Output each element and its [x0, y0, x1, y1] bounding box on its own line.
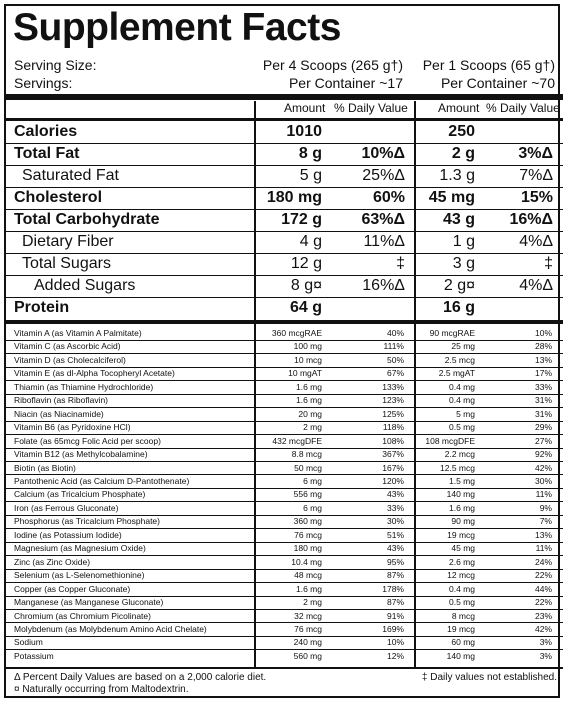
- daily-value: 13%: [534, 354, 552, 365]
- daily-value: 125%: [382, 408, 404, 419]
- micronutrient-name: Chromium (as Chromium Picolinate): [14, 610, 151, 621]
- daily-value: 11%: [535, 489, 552, 500]
- daily-value: 120%: [382, 475, 404, 486]
- daily-value: 31%: [534, 408, 552, 419]
- daily-value: 27%: [534, 435, 552, 446]
- micronutrient-name: Manganese (as Manganese Gluconate): [14, 597, 164, 607]
- micronutrient-name: Vitamin A (as Vitamin A Palmitate): [14, 328, 142, 338]
- daily-value: 40%: [386, 328, 404, 338]
- daily-value: 111%: [383, 341, 404, 352]
- amount-value: 76 mcg: [294, 623, 322, 634]
- micronutrient-name: Niacin (as Niacinamide): [14, 408, 104, 419]
- amount-value: 64 g: [289, 299, 322, 316]
- micronutrient-name: Potassium: [14, 650, 54, 661]
- micronutrient-name: Pantothenic Acid (as Calcium D-Pantothenate): [14, 475, 190, 486]
- daily-value: 367%: [382, 449, 404, 460]
- daily-value: 43%: [386, 489, 404, 500]
- micronutrient-name: Thiamin (as Thiamine Hydrochloride): [14, 381, 154, 392]
- daily-value: 108%: [382, 435, 404, 446]
- amount-value: 2 g¤: [443, 277, 475, 294]
- amount-value: 140 mg: [446, 489, 475, 500]
- daily-value: 3%Δ: [518, 145, 553, 162]
- micronutrient-name: Riboflavin (as Riboflavin): [14, 395, 109, 406]
- daily-value: 3%: [539, 637, 552, 648]
- amount-value: 19 mcg: [447, 623, 475, 634]
- amount-value: 172 g: [281, 211, 322, 228]
- daily-value: 42%: [534, 623, 552, 634]
- amount-value: 0.5 mg: [449, 597, 475, 607]
- amount-value: 0.5 mg: [449, 422, 475, 433]
- nutrient-name: Total Sugars: [22, 255, 111, 272]
- amount-value: 50 mcg: [294, 462, 322, 473]
- amount-value: 2 mg: [303, 597, 322, 607]
- nutrient-name: Dietary Fiber: [22, 233, 114, 250]
- nutrient-name: Saturated Fat: [22, 167, 119, 184]
- amount-value: 8.8 mcg: [291, 449, 322, 460]
- daily-value: 87%: [386, 597, 404, 607]
- amount-value: 250: [448, 123, 475, 140]
- daily-value: 92%: [534, 449, 552, 460]
- daily-value: 44%: [534, 583, 552, 594]
- amount-value: 4 g: [299, 233, 322, 250]
- amount-value: 360 mg: [293, 516, 322, 527]
- amount-value: 45 mg: [451, 543, 475, 554]
- amount-value: 19 mcg: [447, 529, 475, 540]
- footnote-maltodextrin: ¤ Naturally occurring from Maltodextrin.: [14, 684, 189, 695]
- daily-value: 22%: [534, 570, 552, 581]
- serving-col1-line1: Per 4 Scoops (265 g†): [262, 57, 403, 73]
- daily-value: 33%: [534, 381, 552, 392]
- micronutrient-name: Vitamin B6 (as Pyridoxine HCl): [14, 422, 131, 433]
- row-divider: [6, 461, 563, 462]
- daily-value: 178%: [382, 583, 404, 594]
- micronutrient-name: Zinc (as Zinc Oxide): [14, 556, 91, 567]
- amount-value: 2.6 mg: [449, 556, 475, 567]
- amount-value: 1.3 g: [439, 167, 475, 184]
- amount-value: 1.5 mg: [449, 475, 475, 486]
- header-divider: [6, 118, 563, 121]
- amount-value: 1.6 mg: [296, 395, 322, 406]
- servings-label: Servings:: [14, 75, 73, 91]
- daily-value: 118%: [382, 422, 404, 433]
- amount-value: 2.2 mcg: [444, 449, 475, 460]
- daily-value: 13%: [534, 529, 552, 540]
- nutrient-name: Added Sugars: [34, 277, 136, 294]
- amount-value: 2.5 mcg: [444, 354, 475, 365]
- amount-value: 60 mg: [451, 637, 475, 648]
- daily-value: 28%: [534, 341, 552, 352]
- column-separator-1: [254, 101, 256, 667]
- macro-divider: [6, 320, 563, 324]
- amount-value: 10.4 mg: [291, 556, 322, 567]
- amount-value: 12 mcg: [447, 570, 475, 581]
- nutrient-name: Calories: [14, 123, 78, 140]
- micronutrient-name: Molybdenum (as Molybdenum Amino Acid Chelate): [14, 623, 207, 634]
- amount-value: 10 mcg: [294, 354, 322, 365]
- amount-value: 1 g: [452, 233, 475, 250]
- daily-value: 87%: [386, 570, 404, 581]
- micronutrient-name: Biotin (as Biotin): [14, 462, 76, 473]
- micronutrient-name: Vitamin B12 (as Methylcobalamine): [14, 449, 148, 460]
- nutrient-name: Protein: [14, 299, 70, 316]
- nutrient-name: Cholesterol: [14, 189, 103, 206]
- amount-value: 360 mcgRAE: [271, 328, 322, 338]
- daily-value: 50%: [386, 354, 404, 365]
- daily-value: 10%: [386, 637, 404, 648]
- amount-value: 32 mcg: [294, 610, 322, 621]
- daily-value: 15%: [520, 189, 553, 206]
- daily-value: 167%: [382, 462, 404, 473]
- amount-value: 25 mg: [451, 341, 475, 352]
- daily-value: 3%: [539, 650, 552, 661]
- daily-value: 10%: [534, 328, 552, 338]
- amount-value: 1010: [286, 123, 322, 140]
- header-dv: % Daily Value: [334, 101, 408, 115]
- amount-value: 0.4 mg: [449, 395, 475, 406]
- amount-value: 8 g¤: [290, 277, 322, 294]
- daily-value: 33%: [386, 502, 404, 513]
- daily-value: 30%: [386, 516, 404, 527]
- amount-value: 0.4 mg: [449, 583, 475, 594]
- amount-value: 12.5 mcg: [440, 462, 475, 473]
- amount-value: 12 g: [290, 255, 322, 272]
- nutrient-name: Total Carbohydrate: [14, 211, 160, 228]
- amount-value: 432 mcgDFE: [272, 435, 322, 446]
- daily-value: 42%: [534, 462, 552, 473]
- row-divider: [6, 636, 563, 637]
- daily-value: 24%: [534, 556, 552, 567]
- daily-value: 60%: [372, 189, 405, 206]
- daily-value: 16%Δ: [509, 211, 553, 228]
- amount-value: 240 mg: [293, 637, 322, 648]
- daily-value: 31%: [534, 395, 552, 406]
- micronutrient-name: Vitamin E (as dl-Alpha Tocopheryl Acetate): [14, 368, 175, 379]
- serving-size-label: Serving Size:: [14, 57, 97, 73]
- daily-value: 4%Δ: [519, 277, 553, 294]
- daily-value: 7%: [539, 516, 552, 527]
- thick-divider: [6, 94, 563, 100]
- daily-value: 12%: [386, 650, 404, 661]
- daily-value: 10%Δ: [361, 145, 405, 162]
- micronutrient-name: Folate (as 65mcg Folic Acid per scoop): [14, 435, 161, 446]
- daily-value: 63%Δ: [361, 211, 405, 228]
- daily-value: 9%: [539, 502, 552, 513]
- footnote-daily-value: Δ Percent Daily Values are based on a 2,000 calorie diet.: [14, 672, 267, 683]
- daily-value: ‡: [396, 255, 405, 272]
- amount-value: 180 mg: [266, 189, 322, 206]
- amount-value: 8 g: [298, 145, 322, 162]
- micronutrient-name: Calcium (as Tricalcium Phosphate): [14, 489, 146, 500]
- amount-value: 10 mgAT: [288, 368, 322, 379]
- daily-value: 30%: [534, 475, 552, 486]
- row-divider: [6, 297, 563, 298]
- daily-value: 11%Δ: [363, 233, 405, 250]
- amount-value: 1.6 mg: [449, 502, 475, 513]
- micronutrient-name: Selenium (as L-Selenomethionine): [14, 570, 145, 581]
- amount-value: 2.5 mgAT: [438, 368, 475, 379]
- amount-value: 8 mcg: [451, 610, 475, 621]
- amount-value: 48 mcg: [294, 570, 322, 581]
- daily-value: 91%: [386, 610, 404, 621]
- daily-value: 22%: [534, 597, 552, 607]
- daily-value: 29%: [534, 422, 552, 433]
- amount-value: 1.6 mg: [296, 583, 322, 594]
- header-amount: Amount: [284, 101, 326, 115]
- amount-value: 6 mg: [303, 502, 322, 513]
- amount-value: 556 mg: [293, 489, 322, 500]
- amount-value: 108 mcgDFE: [425, 435, 475, 446]
- header-dv-2: % Daily Value: [486, 101, 560, 115]
- amount-value: 0.4 mg: [449, 381, 475, 392]
- amount-value: 20 mg: [298, 408, 322, 419]
- amount-value: 76 mcg: [294, 529, 322, 540]
- micronutrient-name: Vitamin C (as Ascorbic Acid): [14, 341, 121, 352]
- micronutrient-name: Vitamin D (as Cholecalciferol): [14, 354, 126, 365]
- column-separator-2: [414, 101, 416, 667]
- page-title: Supplement Facts: [13, 6, 341, 49]
- micronutrient-name: Iodine (as Potassium Iodide): [14, 529, 122, 540]
- nutrient-name: Total Fat: [14, 145, 80, 162]
- daily-value: 169%: [382, 623, 404, 634]
- bottom-divider: [6, 667, 563, 669]
- daily-value: 16%Δ: [362, 277, 405, 294]
- serving-col1-line2: Per Container ~17: [288, 75, 403, 91]
- amount-value: 5 g: [299, 167, 322, 184]
- daily-value: ‡: [544, 255, 553, 272]
- daily-value: 133%: [382, 381, 404, 392]
- amount-value: 2 mg: [303, 422, 322, 433]
- amount-value: 2 g: [451, 145, 475, 162]
- daily-value: 4%Δ: [519, 233, 553, 250]
- micronutrient-name: Magnesium (as Magnesium Oxide): [14, 543, 146, 554]
- amount-value: 5 mg: [456, 408, 475, 419]
- daily-value: 43%: [386, 543, 404, 554]
- amount-value: 90 mg: [451, 516, 475, 527]
- serving-col2-line2: Per Container ~70: [440, 75, 555, 91]
- daily-value: 7%Δ: [519, 167, 553, 184]
- amount-value: 3 g: [452, 255, 475, 272]
- row-divider: [6, 143, 563, 144]
- amount-value: 560 mg: [293, 650, 322, 661]
- amount-value: 6 mg: [303, 475, 322, 486]
- amount-value: 43 g: [442, 211, 475, 228]
- footnote-not-established: ‡ Daily values not established.: [421, 672, 557, 683]
- amount-value: 180 mg: [293, 543, 322, 554]
- amount-value: 45 mg: [428, 189, 475, 206]
- micronutrient-name: Iron (as Ferrous Gluconate): [14, 502, 119, 513]
- daily-value: 95%: [386, 556, 404, 567]
- daily-value: 25%Δ: [362, 167, 405, 184]
- daily-value: 67%: [386, 368, 404, 379]
- daily-value: 51%: [386, 529, 404, 540]
- daily-value: 11%: [535, 543, 552, 554]
- amount-value: 1.6 mg: [296, 381, 322, 392]
- header-amount-2: Amount: [438, 101, 480, 115]
- daily-value: 23%: [534, 610, 552, 621]
- amount-value: 140 mg: [446, 650, 475, 661]
- row-divider: [6, 649, 563, 650]
- amount-value: 16 g: [442, 299, 475, 316]
- micronutrient-name: Copper (as Copper Gluconate): [14, 583, 131, 594]
- serving-col2-line1: Per 1 Scoops (65 g†): [422, 57, 555, 73]
- daily-value: 123%: [382, 395, 404, 406]
- micronutrient-name: Phosphorus (as Tricalcium Phosphate): [14, 516, 160, 527]
- amount-value: 100 mg: [293, 341, 322, 352]
- amount-value: 90 mcgRAE: [429, 328, 475, 338]
- micronutrient-name: Sodium: [14, 637, 43, 648]
- daily-value: 17%: [534, 368, 552, 379]
